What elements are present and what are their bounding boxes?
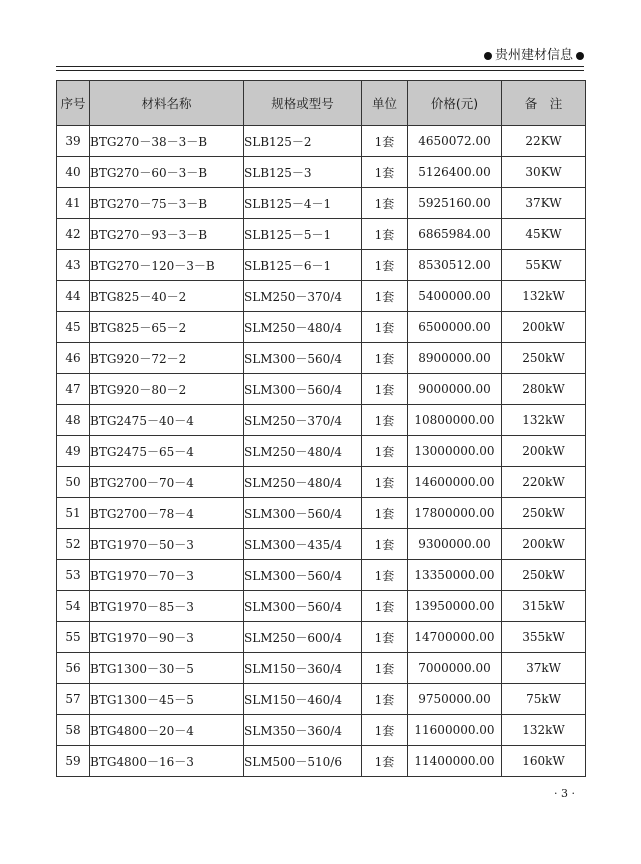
cell-no: 50 [57,467,90,498]
cell-unit: 1套 [362,498,408,529]
cell-remark: 200kW [502,529,586,560]
cell-name: BTG920－80－2 [90,374,244,405]
cell-name: BTG1970－90－3 [90,622,244,653]
table-row [57,219,586,250]
cell-spec: SLM250－370/4 [244,405,362,436]
cell-spec: SLM250－480/4 [244,312,362,343]
cell-price: 14700000.00 [408,622,502,653]
cell-no: 55 [57,622,90,653]
cell-spec: SLM300－435/4 [244,529,362,560]
bullet-dot-icon [484,52,492,60]
cell-remark: 160kW [502,746,586,777]
cell-price: 9750000.00 [408,684,502,715]
cell-unit: 1套 [362,591,408,622]
table-row [57,405,586,436]
cell-name: BTG825－40－2 [90,281,244,312]
cell-no: 53 [57,560,90,591]
cell-remark: 250kW [502,498,586,529]
column-header-name: 材料名称 [90,81,244,126]
table-row [57,715,586,746]
table-row [57,157,586,188]
column-header-remark: 备 注 [502,81,586,126]
cell-name: BTG2475－65－4 [90,436,244,467]
cell-no: 39 [57,126,90,157]
cell-name: BTG2475－40－4 [90,405,244,436]
cell-name: BTG1970－70－3 [90,560,244,591]
header-rule-thick [56,66,584,67]
table-row [57,591,586,622]
cell-remark: 132kW [502,405,586,436]
cell-price: 11600000.00 [408,715,502,746]
cell-remark: 355kW [502,622,586,653]
column-header-unit: 单位 [362,81,408,126]
cell-name: BTG825－65－2 [90,312,244,343]
cell-spec: SLM350－360/4 [244,715,362,746]
cell-price: 10800000.00 [408,405,502,436]
table-row [57,746,586,777]
bullet-dot-icon [576,52,584,60]
cell-no: 59 [57,746,90,777]
cell-spec: SLM500－510/6 [244,746,362,777]
table-row [57,529,586,560]
cell-unit: 1套 [362,219,408,250]
cell-remark: 200kW [502,312,586,343]
cell-name: BTG1970－50－3 [90,529,244,560]
cell-remark: 280kW [502,374,586,405]
cell-no: 52 [57,529,90,560]
cell-price: 6500000.00 [408,312,502,343]
cell-remark: 250kW [502,343,586,374]
cell-unit: 1套 [362,126,408,157]
cell-spec: SLB125－4－1 [244,188,362,219]
table-row [57,343,586,374]
cell-name: BTG270－93－3－B [90,219,244,250]
cell-name: BTG1300－30－5 [90,653,244,684]
cell-name: BTG270－38－3－B [90,126,244,157]
cell-spec: SLM250－600/4 [244,622,362,653]
cell-price: 7000000.00 [408,653,502,684]
publication-title: 贵州建材信息 [494,48,573,63]
header-rule-thin [56,70,584,71]
cell-no: 41 [57,188,90,219]
table-row [57,560,586,591]
cell-remark: 250kW [502,560,586,591]
cell-price: 17800000.00 [408,498,502,529]
table-row [57,126,586,157]
cell-price: 8900000.00 [408,343,502,374]
cell-name: BTG270－75－3－B [90,188,244,219]
cell-spec: SLM300－560/4 [244,343,362,374]
cell-name: BTG4800－16－3 [90,746,244,777]
cell-price: 6865984.00 [408,219,502,250]
column-header-spec: 规格或型号 [244,81,362,126]
cell-unit: 1套 [362,157,408,188]
cell-no: 40 [57,157,90,188]
cell-unit: 1套 [362,250,408,281]
cell-remark: 315kW [502,591,586,622]
cell-unit: 1套 [362,653,408,684]
cell-no: 46 [57,343,90,374]
cell-no: 49 [57,436,90,467]
cell-spec: SLM250－480/4 [244,436,362,467]
cell-unit: 1套 [362,343,408,374]
cell-price: 13350000.00 [408,560,502,591]
table-row [57,498,586,529]
cell-spec: SLB125－2 [244,126,362,157]
cell-name: BTG2700－78－4 [90,498,244,529]
cell-price: 5925160.00 [408,188,502,219]
cell-unit: 1套 [362,684,408,715]
cell-remark: 30KW [502,157,586,188]
cell-remark: 200kW [502,436,586,467]
cell-no: 44 [57,281,90,312]
cell-spec: SLM150－460/4 [244,684,362,715]
table-row [57,622,586,653]
cell-remark: 132kW [502,281,586,312]
cell-unit: 1套 [362,746,408,777]
table-row [57,653,586,684]
cell-unit: 1套 [362,374,408,405]
price-table [56,80,586,777]
cell-remark: 22KW [502,126,586,157]
cell-price: 9300000.00 [408,529,502,560]
cell-no: 43 [57,250,90,281]
cell-price: 9000000.00 [408,374,502,405]
table-row [57,467,586,498]
cell-no: 51 [57,498,90,529]
cell-unit: 1套 [362,560,408,591]
cell-spec: SLB125－3 [244,157,362,188]
cell-remark: 55KW [502,250,586,281]
cell-price: 11400000.00 [408,746,502,777]
table-row [57,188,586,219]
table-row [57,684,586,715]
cell-name: BTG4800－20－4 [90,715,244,746]
cell-unit: 1套 [362,188,408,219]
cell-remark: 37kW [502,653,586,684]
table-row [57,281,586,312]
cell-price: 5126400.00 [408,157,502,188]
cell-spec: SLM250－480/4 [244,467,362,498]
cell-unit: 1套 [362,281,408,312]
cell-spec: SLM250－370/4 [244,281,362,312]
cell-no: 54 [57,591,90,622]
cell-unit: 1套 [362,467,408,498]
cell-remark: 220kW [502,467,586,498]
cell-unit: 1套 [362,312,408,343]
cell-unit: 1套 [362,529,408,560]
cell-no: 58 [57,715,90,746]
cell-spec: SLM300－560/4 [244,374,362,405]
table-row [57,374,586,405]
page-number: · 3 · [554,787,575,800]
table-row [57,436,586,467]
cell-price: 5400000.00 [408,281,502,312]
cell-price: 13950000.00 [408,591,502,622]
cell-spec: SLM300－560/4 [244,560,362,591]
cell-price: 13000000.00 [408,436,502,467]
cell-name: BTG1970－85－3 [90,591,244,622]
cell-remark: 132kW [502,715,586,746]
cell-remark: 37KW [502,188,586,219]
cell-unit: 1套 [362,405,408,436]
table-header-row [57,81,586,126]
cell-price: 14600000.00 [408,467,502,498]
page-header [56,47,584,67]
column-header-no: 序号 [57,81,90,126]
cell-no: 56 [57,653,90,684]
cell-price: 8530512.00 [408,250,502,281]
cell-name: BTG270－120－3－B [90,250,244,281]
cell-price: 4650072.00 [408,126,502,157]
cell-remark: 45KW [502,219,586,250]
cell-name: BTG920－72－2 [90,343,244,374]
cell-spec: SLM300－560/4 [244,498,362,529]
cell-unit: 1套 [362,715,408,746]
cell-spec: SLM150－360/4 [244,653,362,684]
cell-no: 47 [57,374,90,405]
header-title-group [478,47,584,65]
cell-name: BTG270－60－3－B [90,157,244,188]
cell-spec: SLB125－5－1 [244,219,362,250]
table-row [57,250,586,281]
cell-no: 42 [57,219,90,250]
cell-no: 45 [57,312,90,343]
cell-unit: 1套 [362,436,408,467]
cell-no: 57 [57,684,90,715]
table-row [57,312,586,343]
cell-name: BTG2700－70－4 [90,467,244,498]
table-body [57,126,586,777]
cell-no: 48 [57,405,90,436]
column-header-price: 价格(元) [408,81,502,126]
cell-remark: 75kW [502,684,586,715]
cell-unit: 1套 [362,622,408,653]
cell-spec: SLB125－6－1 [244,250,362,281]
cell-spec: SLM300－560/4 [244,591,362,622]
cell-name: BTG1300－45－5 [90,684,244,715]
